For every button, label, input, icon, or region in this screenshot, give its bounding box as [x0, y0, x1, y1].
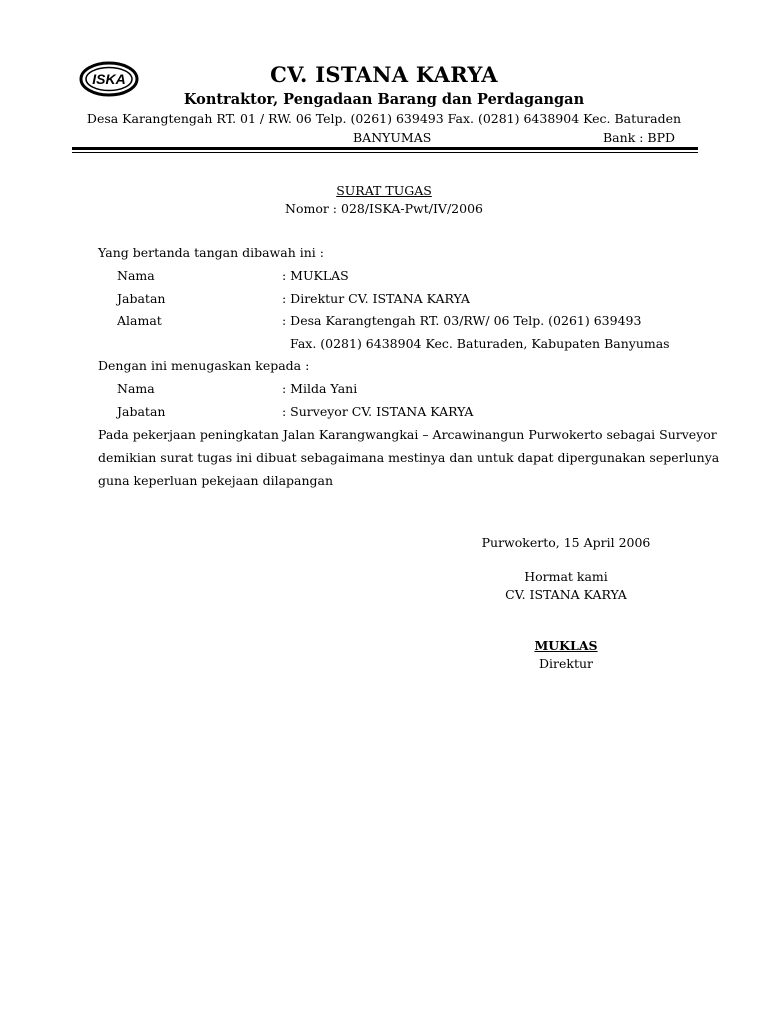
signer-address-continuation: Fax. (0281) 6438904 Kec. Baturaden, Kabupaten Banyumas	[290, 336, 670, 351]
place-date: Purwokerto, 15 April 2006	[481, 535, 651, 550]
letterhead-divider-thin	[72, 152, 698, 153]
signer-position-label: Jabatan	[117, 291, 166, 306]
company-address: Desa Karangtengah RT. 01 / RW. 06 Telp. (0261) 639493 Fax. (0281) 6438904 Kec. Baturaden	[86, 111, 682, 126]
company-city: BANYUMAS	[353, 130, 432, 145]
paragraph-line: Pada pekerjaan peningkatan Jalan Karangwangkai – Arcawinangun Purwokerto sebagai Surveyor	[98, 427, 717, 442]
paragraph-line: demikian surat tugas ini dibuat sebagaimana mestinya dan untuk dapat dipergunakan seperlunya	[98, 450, 720, 465]
assignee-name-label: Nama	[117, 381, 155, 396]
assignee-position-value: : Surveyor CV. ISTANA KARYA	[282, 404, 474, 419]
company-name: CV. ISTANA KARYA	[270, 62, 498, 87]
signer-name-wrapper	[466, 638, 666, 653]
closing-text: Hormat kami	[524, 569, 608, 584]
signer-name-value: : MUKLAS	[282, 268, 349, 283]
document-title: SURAT TUGAS	[336, 183, 432, 198]
assignee-name-value: : Milda Yani	[282, 381, 358, 396]
assignee-position-label: Jabatan	[117, 404, 166, 419]
paragraph-line: guna keperluan pekejaan dilapangan	[98, 473, 334, 488]
assign-intro-text: Dengan ini menugaskan kepada :	[98, 358, 310, 373]
signer-title: Direktur	[538, 656, 594, 671]
letterhead-divider-thick	[72, 147, 698, 150]
document-number: Nomor : 028/ISKA-Pwt/IV/2006	[285, 201, 483, 216]
signer-name-label: Nama	[117, 268, 155, 283]
signature-company: CV. ISTANA KARYA	[505, 587, 627, 602]
company-bank: Bank : BPD	[603, 130, 676, 145]
signer-position-value: : Direktur CV. ISTANA KARYA	[282, 291, 470, 306]
company-tagline: Kontraktor, Pengadaan Barang dan Perdagangan	[183, 91, 585, 108]
signer-address-value: : Desa Karangtengah RT. 03/RW/ 06 Telp. (0261) 639493	[282, 313, 642, 328]
signer-address-label: Alamat	[117, 313, 162, 328]
signer-name: MUKLAS	[534, 638, 598, 653]
logo-text: ISKA	[92, 71, 126, 87]
intro-text: Yang bertanda tangan dibawah ini :	[98, 245, 324, 260]
